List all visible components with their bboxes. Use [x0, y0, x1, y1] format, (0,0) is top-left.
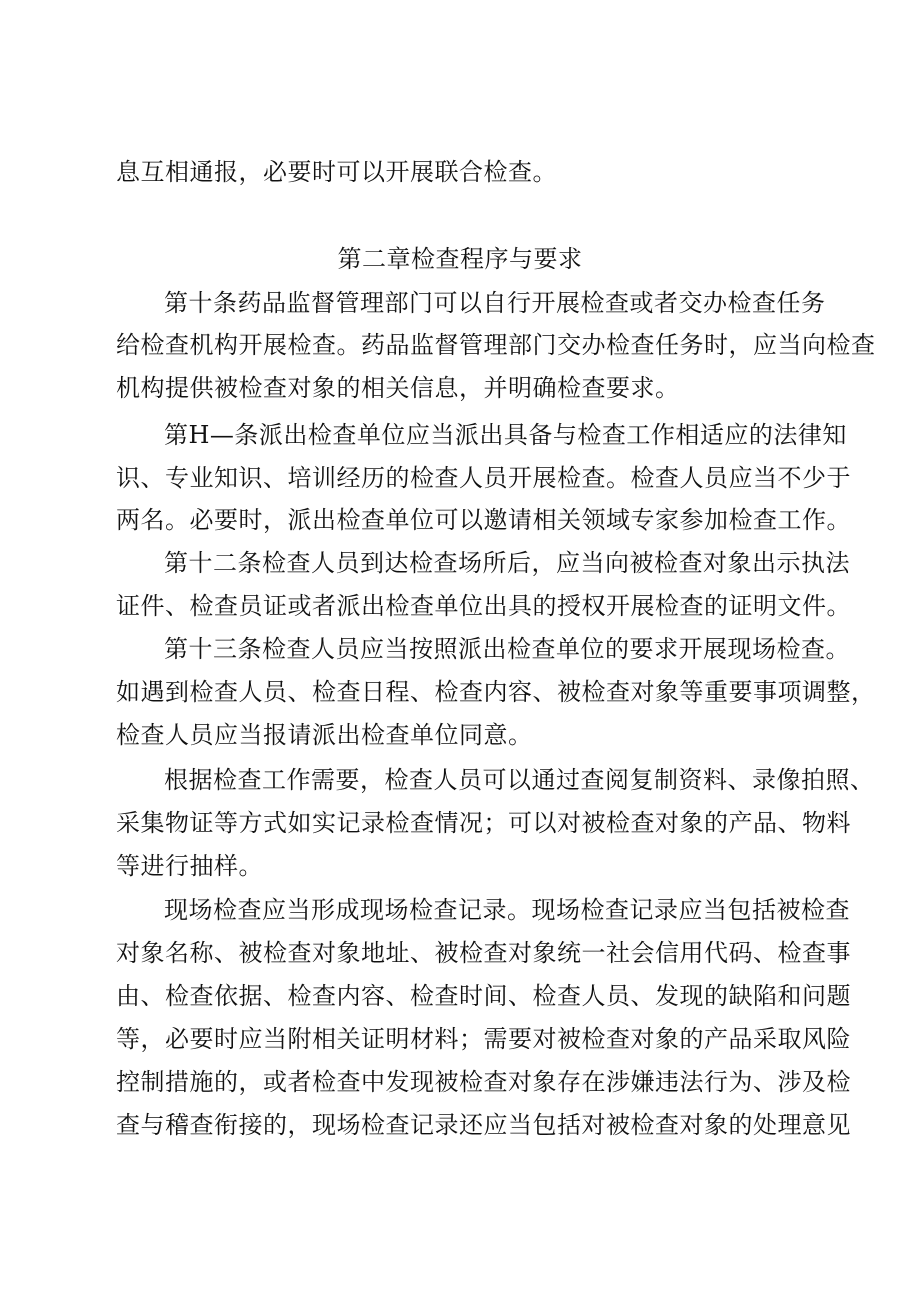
record-paragraph-line-6: 查与稽查衔接的，现场检查记录还应当包括对被检查对象的处理意见 [116, 1111, 851, 1139]
chapter-heading: 第二章检查程序与要求 [337, 245, 583, 273]
article-11-line-1: 第H—条派出检查单位应当派出具备与检查工作相适应的法律知 [164, 421, 847, 449]
record-paragraph-line-5: 控制措施的，或者检查中发现被检查对象存在涉嫌违法行为、涉及检 [116, 1068, 851, 1096]
article-10-line-3: 机构提供被检查对象的相关信息，并明确检查要求。 [116, 374, 680, 402]
article-12-line-1: 第十二条检查人员到达检查场所后，应当向被检查对象出示执法 [164, 549, 850, 577]
article-13-line-3: 检查人员应当报请派出检查单位同意。 [116, 721, 533, 749]
record-paragraph-line-3: 由、检查依据、检查内容、检查时间、检查人员、发现的缺陷和问题 [116, 982, 851, 1010]
article-12-line-2: 证件、检查员证或者派出检查单位出具的授权开展检查的证明文件。 [116, 592, 851, 620]
article-11-line-3: 两名。必要时，派出检查单位可以邀请相关领域专家参加检查工作。 [116, 506, 851, 534]
article-10-line-2: 给检查机构开展检查。药品监督管理部门交办检查任务时，应当向检查 [116, 331, 876, 359]
article-13-line-2: 如遇到检查人员、检查日程、检查内容、被检查对象等重要事项调整， [116, 678, 876, 706]
record-paragraph-line-2: 对象名称、被检查对象地址、被检查对象统一社会信用代码、检查事 [116, 939, 851, 967]
article-13-line-1: 第十三条检查人员应当按照派出检查单位的要求开展现场检查。 [164, 635, 850, 663]
recording-paragraph-line-1: 根据检查工作需要，检查人员可以通过查阅复制资料、录像拍照、 [164, 766, 875, 794]
recording-paragraph-line-3: 等进行抽样。 [116, 852, 263, 880]
recording-paragraph-line-2: 采集物证等方式如实记录检查情况；可以对被检查对象的产品、物料 [116, 809, 851, 837]
article-10-line-1: 第十条药品监督管理部门可以自行开展检查或者交办检查任务 [164, 289, 826, 317]
record-paragraph-line-1: 现场检查应当形成现场检查记录。现场检查记录应当包括被检查 [164, 896, 850, 924]
paragraph-continuation-line: 息互相通报，必要时可以开展联合检查。 [116, 158, 557, 186]
record-paragraph-line-4: 等，必要时应当附相关证明材料；需要对被检查对象的产品采取风险 [116, 1025, 851, 1053]
article-11-line-2: 识、专业知识、培训经历的检查人员开展检查。检查人员应当不少于 [116, 464, 851, 492]
